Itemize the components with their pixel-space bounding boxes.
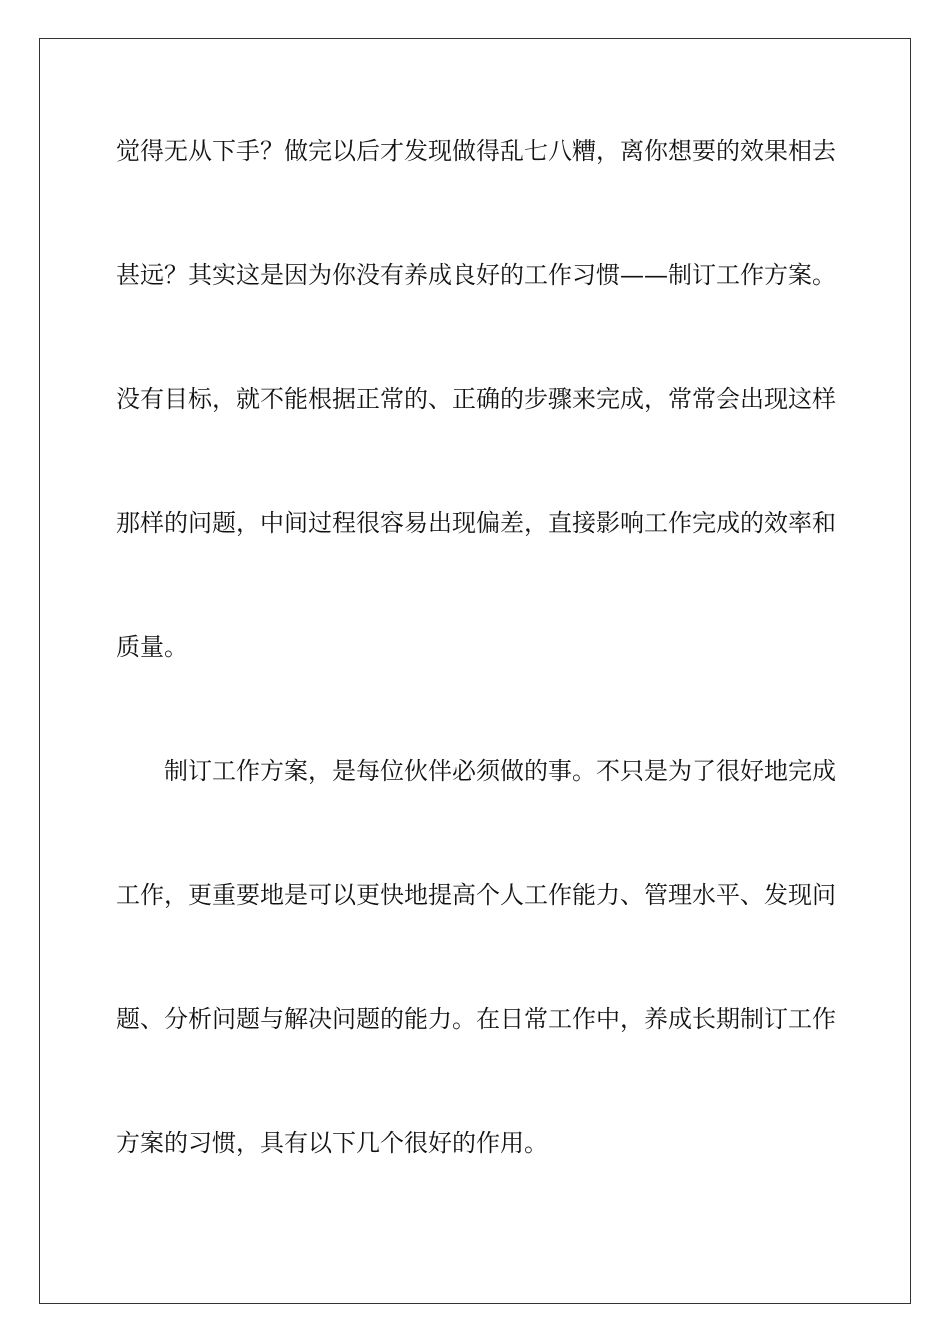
text-line-8: 题、分析问题与解决问题的能力。在日常工作中，养成长期制订工作	[116, 1005, 836, 1033]
text-line-9: 方案的习惯，具有以下几个很好的作用。	[116, 1129, 548, 1157]
text-line-5: 质量。	[116, 633, 188, 661]
text-line-6: 制订工作方案，是每位伙伴必须做的事。不只是为了很好地完成	[164, 757, 836, 785]
text-line-1: 觉得无从下手？做完以后才发现做得乱七八糟，离你想要的效果相去	[116, 137, 836, 165]
text-line-3: 没有目标，就不能根据正常的、正确的步骤来完成，常常会出现这样	[116, 385, 836, 413]
text-line-4: 那样的问题，中间过程很容易出现偏差，直接影响工作完成的效率和	[116, 509, 836, 537]
page-frame	[39, 38, 911, 1304]
text-line-7: 工作，更重要地是可以更快地提高个人工作能力、管理水平、发现问	[116, 881, 836, 909]
text-line-2: 甚远？其实这是因为你没有养成良好的工作习惯——制订工作方案。	[116, 261, 836, 289]
